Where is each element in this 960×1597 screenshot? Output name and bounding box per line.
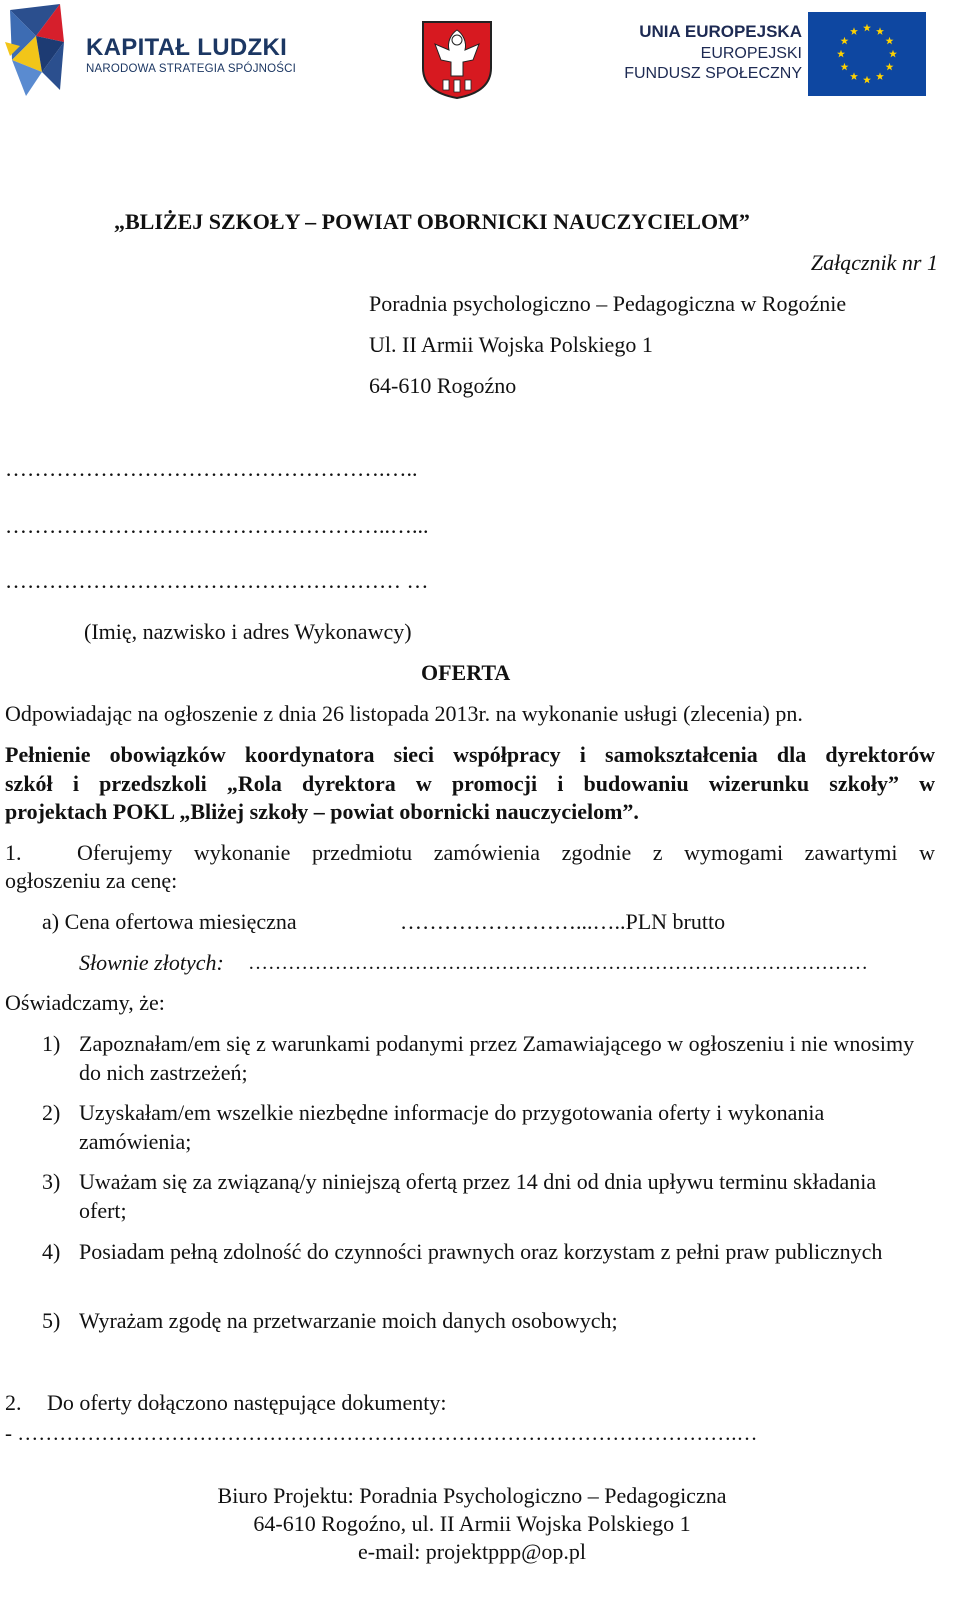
recipient-address-line-3: 64-610 Rogoźno — [369, 373, 517, 398]
kapital-ludzki-emblem-icon — [2, 2, 82, 100]
offer-heading: OFERTA — [421, 660, 511, 685]
declaration-item-number: 4) — [42, 1239, 61, 1264]
declaration-item-text: Zapoznałam/em się z warunkami podanymi przez Zamawiającego w ogłoszeniu i nie wnosimy do nich zastrzeżeń; — [79, 1031, 915, 1085]
kapital-ludzki-subtitle: NARODOWA STRATEGIA SPÓJNOŚCI — [86, 63, 297, 75]
recipient-address-line-1: Poradnia psychologiczno – Pedagogiczna w Rogoźnie — [369, 291, 847, 316]
county-coat-of-arms-icon — [421, 20, 493, 100]
declaration-item-number: 3) — [42, 1169, 61, 1194]
eu-line-1: UNIA EUROPEJSKA — [639, 22, 802, 41]
declaration-item-number: 5) — [42, 1308, 61, 1333]
declaration-item-number: 2) — [42, 1100, 61, 1125]
price-value-field: ……………………...…..PLN brutto — [400, 909, 726, 934]
amount-in-words-label: Słownie złotych: — [79, 950, 224, 975]
eu-text-logo — [612, 18, 802, 98]
eu-line-3: FUNDUSZ SPOŁECZNY — [624, 65, 802, 82]
attachments-fill-line: - ………………………………………………………………………………………….… — [5, 1421, 758, 1445]
declaration-item-number: 1) — [42, 1031, 61, 1056]
declaration-heading: Oświadczamy, że: — [5, 990, 165, 1015]
service-name-line-2: szkół i przedszkoli „Rola dyrektora w promocji i budowaniu wizerunku szkoły” w — [5, 770, 935, 796]
intro-text: Odpowiadając na ogłoszenie z dnia 26 listopada 2013r. na wykonanie usługi (zlecenia) pn. — [5, 701, 803, 726]
contractor-fill-line-2: ……………………………………………..…... — [5, 513, 429, 538]
declaration-item-text: Posiadam pełną zdolność do czynności prawnych oraz korzystam z pełni praw publicznych — [79, 1239, 883, 1264]
attachment-label: Załącznik nr 1 — [810, 250, 938, 275]
recipient-address-line-2: Ul. II Armii Wojska Polskiego 1 — [369, 332, 653, 357]
amount-in-words-field: ………………………………………………………………………………… — [248, 952, 868, 974]
eu-flag-icon — [808, 12, 926, 96]
footer-address: 64-610 Rogoźno, ul. II Armii Wojska Polskiego 1 — [253, 1511, 691, 1536]
section-1-number: 1. — [5, 840, 22, 865]
section-1-line-1: Oferujemy wykonanie przedmiotu zamówienia zgodnie z wymogami zawartymi w — [77, 840, 935, 865]
price-label: a) Cena ofertowa miesięczna — [42, 909, 297, 934]
section-2-number: 2. — [5, 1390, 22, 1415]
declaration-item-text: Uzyskałam/em wszelkie niezbędne informacje do przygotowania oferty i wykonania zamówienia; — [79, 1100, 825, 1154]
footer-office: Biuro Projektu: Poradnia Psychologiczno – Pedagogiczna — [217, 1483, 727, 1508]
contractor-label: (Imię, nazwisko i adres Wykonawcy) — [84, 619, 412, 644]
kapital-ludzki-title: KAPITAŁ LUDZKI — [86, 34, 288, 61]
service-name-line-1: Pełnienie obowiązków koordynatora sieci współpracy i samokształcenia dla dyrektorów — [5, 742, 935, 767]
declaration-item-text: Uważam się za związaną/y niniejszą ofertą przez 14 dni od dnia upływu terminu składania ofert; — [79, 1169, 877, 1223]
section-2-text: Do oferty dołączono następujące dokumenty: — [47, 1390, 447, 1415]
section-1-line-2: ogłoszeniu za cenę: — [5, 868, 178, 893]
footer-email: e-mail: projektppp@op.pl — [358, 1539, 586, 1564]
declaration-item-text: Wyrażam zgodę na przetwarzanie moich danych osobowych; — [79, 1308, 618, 1333]
contractor-fill-line-1: …………………………………………….….. — [5, 456, 418, 481]
eu-line-2: EUROPEJSKI — [700, 45, 802, 62]
kapital-ludzki-logo — [2, 2, 300, 100]
project-title: „BLIŻEJ SZKOŁY – POWIAT OBORNICKI NAUCZYCIELOM” — [114, 209, 750, 234]
contractor-fill-line-3: ……………………………………………… … — [5, 568, 429, 593]
service-name-line-3: projektach POKL „Bliżej szkoły – powiat obornicki nauczycielom”. — [5, 799, 639, 824]
